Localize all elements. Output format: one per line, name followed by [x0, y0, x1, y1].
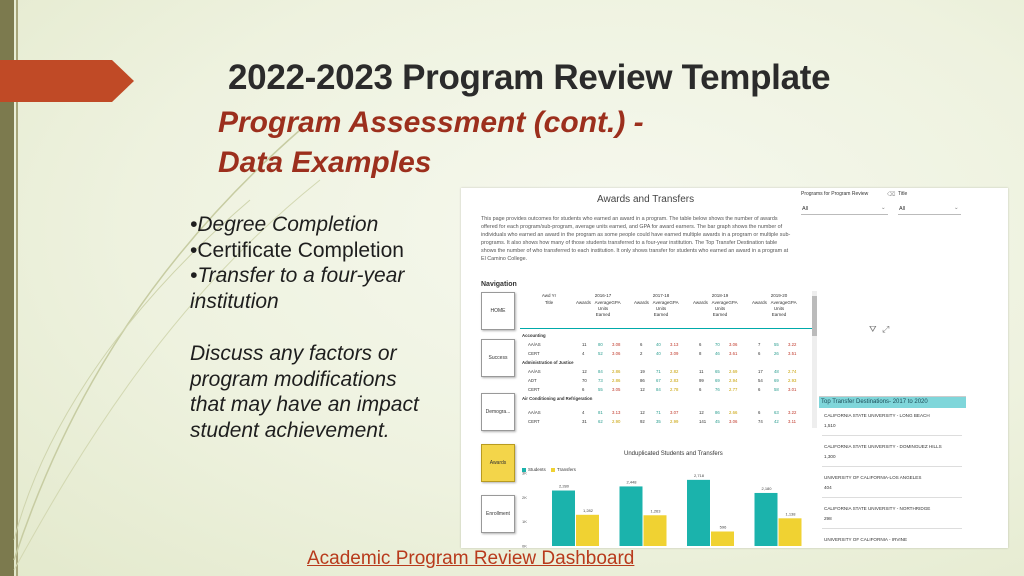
- row-title: AA/AS: [528, 369, 541, 374]
- y-tick-label: 2K: [522, 494, 527, 500]
- bar-value-label: 2,718: [693, 472, 705, 478]
- bar-value-label: 1,263: [650, 508, 661, 514]
- table-cell: 2.83: [670, 378, 679, 383]
- table-cell: 2.99: [670, 419, 679, 424]
- sub-col-header: GPA: [669, 300, 679, 305]
- slide-title: 2022-2023 Program Review Template: [228, 58, 831, 97]
- students-transfers-chart: [520, 443, 816, 548]
- table-cell: 8: [699, 351, 702, 356]
- table-cell: 3.09: [670, 351, 679, 356]
- filter-underline: [898, 214, 961, 215]
- separator: [822, 497, 962, 498]
- slide-subtitle-line2: Data Examples: [218, 146, 432, 179]
- bullet-transfer: •Transfer to a four-year: [190, 264, 405, 287]
- table-cell: 46: [715, 351, 720, 356]
- sub-col-header: Awards: [752, 300, 767, 305]
- transfer-destination-count: 404: [824, 485, 832, 490]
- bar-value-label: 1,282: [582, 507, 594, 513]
- table-cell: 2.74: [788, 369, 797, 374]
- row-title: AA/AS: [528, 410, 541, 415]
- table-cell: 3.05: [612, 387, 621, 392]
- table-cell: 3.13: [612, 410, 621, 415]
- discuss-line: that may have an impact: [190, 393, 419, 416]
- table-cell: 2.94: [729, 378, 738, 383]
- table-cell: 2.93: [788, 378, 797, 383]
- discuss-paragraph: [190, 341, 419, 443]
- table-cell: 3.11: [788, 419, 797, 424]
- bar-students[interactable]: [755, 493, 778, 546]
- table-cell: 17: [758, 369, 763, 374]
- bar-transfers[interactable]: [576, 515, 599, 546]
- table-cell: 70: [715, 342, 720, 347]
- transfer-destination-name: CALIFORNIA STATE UNIVERSITY - DOMINGUEZ HILLS: [824, 444, 942, 449]
- row-title: CERT: [528, 387, 540, 392]
- table-cell: 3.06: [612, 351, 621, 356]
- table-cell: 12: [582, 369, 587, 374]
- bar-transfers[interactable]: [711, 531, 734, 546]
- sub-col-header: Awards: [634, 300, 649, 305]
- table-cell: 2.86: [612, 378, 621, 383]
- col-title: Title: [544, 300, 554, 305]
- table-cell: 2.77: [729, 387, 738, 392]
- legend-transfers: Transfers: [557, 467, 576, 472]
- table-cell: 12: [699, 410, 704, 415]
- transfer-destination-count: 298: [824, 516, 832, 521]
- table-cell: 3.22: [788, 342, 797, 347]
- bar-value-label: 596: [719, 524, 727, 530]
- sub-col-header: Awards: [576, 300, 591, 305]
- transfer-destination-name: CALIFORNIA STATE UNIVERSITY - NORTHRIDGE: [824, 506, 931, 511]
- table-cell: 2.78: [670, 387, 679, 392]
- sub-col-header: GPA: [728, 300, 738, 305]
- bar-students[interactable]: [620, 486, 643, 546]
- table-cell: 69: [715, 378, 720, 383]
- table-row[interactable]: [520, 408, 810, 417]
- transfer-destination-name: UNIVERSITY OF CALIFORNIA - IRVINE: [824, 537, 908, 542]
- filter-programs-label: Programs for Program Review: [801, 191, 869, 197]
- bar-transfers[interactable]: [779, 518, 802, 546]
- separator: [822, 528, 962, 529]
- table-header: [520, 291, 816, 329]
- table-cell: 54: [758, 378, 763, 383]
- table-scrollbar-thumb[interactable]: [812, 296, 817, 336]
- bullet-certificate: •Certificate Completion: [190, 238, 404, 262]
- table-cell: 55: [598, 387, 603, 392]
- table-group-row[interactable]: [520, 331, 810, 340]
- bar-chart-svg: [520, 443, 816, 548]
- table-cell: 86: [715, 410, 720, 415]
- table-cell: 92: [640, 419, 645, 424]
- separator: [822, 466, 962, 467]
- table-cell: 40: [656, 342, 661, 347]
- nav-awards-button[interactable]: Awards: [481, 444, 515, 482]
- transfer-destinations-title: Top Transfer Destinations- 2017 to 2020: [819, 397, 966, 408]
- chart-title: Unduplicated Students and Transfers: [624, 451, 723, 457]
- table-cell: 2.66: [729, 410, 738, 415]
- table-row[interactable]: [520, 385, 810, 394]
- group-label: Air Conditioning and Refrigeration: [522, 396, 593, 401]
- sub-col-header: Average Units Earned: [711, 300, 729, 317]
- table-cell: 3.01: [788, 387, 797, 392]
- table-cell: 3.22: [788, 410, 797, 415]
- filter-programs-select[interactable]: All: [802, 206, 809, 212]
- table-cell: 2.86: [612, 369, 621, 374]
- title-arrow-icon: [0, 60, 134, 102]
- table-cell: 2.90: [612, 419, 621, 424]
- table-cell: 6: [699, 387, 702, 392]
- table-row[interactable]: [520, 376, 810, 385]
- table-row[interactable]: [520, 417, 810, 426]
- bar-value-label: 2,280: [558, 483, 570, 489]
- table-cell: 31: [582, 419, 587, 424]
- nav-home-button[interactable]: HOME: [481, 292, 515, 330]
- table-row[interactable]: [520, 349, 810, 358]
- legend-students: Students: [528, 467, 546, 472]
- table-cell: 52: [598, 351, 603, 356]
- table-cell: 2: [640, 351, 643, 356]
- table-cell: 6: [758, 410, 761, 415]
- transfer-destination-count: 1,300: [824, 454, 836, 459]
- table-cell: 4: [582, 410, 585, 415]
- table-cell: 67: [656, 378, 661, 383]
- year-header: 2016-17: [594, 293, 612, 298]
- nav-demographics-button[interactable]: Demogra...: [481, 393, 515, 431]
- dashboard-link[interactable]: Academic Program Review Dashboard: [307, 548, 635, 569]
- table-cell: 3.08: [612, 342, 621, 347]
- table-cell: 65: [715, 369, 720, 374]
- table-cell: 12: [640, 387, 645, 392]
- sub-col-header: GPA: [787, 300, 797, 305]
- bar-transfers[interactable]: [644, 515, 667, 546]
- table-cell: 70: [582, 378, 587, 383]
- filter-title-label: Title: [898, 191, 908, 197]
- table-cell: 4: [582, 351, 585, 356]
- table-cell: 74: [758, 419, 763, 424]
- year-header: 2017-18: [652, 293, 670, 298]
- nav-success-button[interactable]: Success: [481, 339, 515, 377]
- bar-value-label: 2,180: [761, 485, 772, 491]
- table-cell: 3.06: [729, 342, 738, 347]
- table-cell: 73: [598, 378, 603, 383]
- table-cell: 3.07: [670, 410, 679, 415]
- table-cell: 11: [582, 342, 587, 347]
- nav-enrollment-button[interactable]: Enrollment: [481, 495, 515, 533]
- row-title: AA/AS: [528, 342, 541, 347]
- table-cell: 7: [758, 342, 761, 347]
- bar-students[interactable]: [687, 480, 710, 546]
- table-cell: 141: [699, 419, 707, 424]
- filter-title-select[interactable]: All: [899, 206, 906, 212]
- sub-col-header: Average Units Earned: [770, 300, 788, 317]
- table-cell: 45: [715, 419, 720, 424]
- filter-underline: [801, 214, 888, 215]
- discuss-line: program modifications: [190, 367, 397, 391]
- table-cell: 6: [640, 342, 643, 347]
- dashboard-screenshot: [461, 188, 1008, 548]
- table-group-row[interactable]: [520, 358, 810, 367]
- table-cell: 2.69: [729, 369, 738, 374]
- table-cell: 40: [656, 351, 661, 356]
- sub-col-header: Average Units Earned: [594, 300, 612, 317]
- bar-value-label: 1,138: [785, 511, 796, 517]
- filter-icon[interactable]: ⛛: [869, 324, 877, 334]
- dashboard-title: Awards and Transfers: [597, 194, 695, 205]
- row-title: CERT: [528, 419, 540, 424]
- table-cell: 26: [774, 351, 779, 356]
- separator: [822, 435, 962, 436]
- side-icons: [869, 324, 889, 335]
- table-cell: 12: [640, 410, 645, 415]
- table-cell: 71: [656, 410, 661, 415]
- table-cell: 6: [758, 351, 761, 356]
- table-cell: 42: [774, 419, 779, 424]
- awards-table: [520, 291, 816, 428]
- table-cell: 81: [598, 410, 603, 415]
- navigation-title: Navigation: [481, 281, 517, 288]
- bar-value-label: 2,448: [626, 479, 637, 485]
- table-cell: 6: [699, 342, 702, 347]
- transfer-destination-name: UNIVERSITY OF CALIFORNIA-LOS ANGELES: [824, 475, 922, 480]
- table-cell: 19: [640, 369, 645, 374]
- discuss-line: student achievement.: [190, 418, 390, 442]
- sub-col-header: Average Units Earned: [652, 300, 670, 317]
- table-cell: 84: [598, 369, 603, 374]
- sub-col-header: Awards: [693, 300, 708, 305]
- table-cell: 3.13: [670, 342, 679, 347]
- transfer-destination-name: CALIFORNIA STATE UNIVERSITY - LONG BEACH: [824, 413, 930, 418]
- table-cell: 71: [656, 369, 661, 374]
- y-tick-label: 0K: [522, 543, 527, 548]
- table-row[interactable]: [520, 367, 810, 376]
- year-header: 2019-20: [770, 293, 788, 298]
- chevron-down-icon[interactable]: ⌄: [881, 205, 886, 211]
- bullet-transfer-cont: institution: [190, 289, 279, 313]
- table-cell: 55: [774, 342, 779, 347]
- table-cell: 48: [774, 369, 779, 374]
- slide-subtitle-line1: Program Assessment (cont.) -: [218, 106, 644, 139]
- table-cell: 63: [774, 410, 779, 415]
- col-award-year: Awd Yr: [541, 293, 557, 298]
- table-cell: 6: [582, 387, 585, 392]
- expand-icon[interactable]: ⤢: [882, 324, 890, 334]
- chevron-down-icon[interactable]: ⌄: [954, 205, 959, 211]
- eraser-icon[interactable]: ⌫: [887, 192, 896, 198]
- dashboard-description: This page provides outcomes for students who earned an award in a program. The table below shows the number of awards offered for each program/sub-program, average units earned, and GPA for award earners. The bar graph shows the number of individuals who earned an award in the program as some people could have earned multiple awards in a program or multiple sub-programs. It also shows how many of those students transferred to a four-year institution. The Top Transfer Destination table shows the number of who transferred to each institution. It only shows transfer for students who earned an award in a program at El Camino College.: [481, 216, 791, 262]
- group-label: Accounting: [522, 333, 546, 338]
- table-group-row[interactable]: [520, 394, 810, 403]
- table-cell: 11: [699, 369, 704, 374]
- discuss-line: Discuss any factors or: [190, 342, 397, 365]
- row-title: CERT: [528, 351, 540, 356]
- bar-students[interactable]: [552, 491, 575, 546]
- transfer-destination-count: 1,510: [824, 423, 836, 428]
- table-row[interactable]: [520, 340, 810, 349]
- sub-col-header: GPA: [611, 300, 621, 305]
- transfer-destinations-table: [819, 396, 966, 548]
- table-cell: 99: [699, 378, 704, 383]
- table-cell: 3.51: [788, 351, 797, 356]
- table-cell: 76: [715, 387, 720, 392]
- table-cell: 80: [598, 342, 603, 347]
- group-label: Administration of Justice: [522, 360, 574, 365]
- table-cell: 69: [774, 378, 779, 383]
- table-cell: 62: [598, 419, 603, 424]
- table-cell: 3.61: [729, 351, 738, 356]
- year-header: 2018-19: [711, 293, 729, 298]
- table-cell: 84: [656, 387, 661, 392]
- table-cell: 2.82: [670, 369, 679, 374]
- table-cell: 6: [758, 387, 761, 392]
- row-title: ADT: [528, 378, 537, 383]
- y-tick-label: 3K: [522, 470, 527, 476]
- table-cell: 58: [774, 387, 779, 392]
- bullet-list: [190, 212, 404, 314]
- table-cell: 3.06: [729, 419, 738, 424]
- bullet-degree: •Degree Completion: [190, 213, 379, 236]
- table-cell: 86: [640, 378, 645, 383]
- y-tick-label: 1K: [522, 519, 527, 525]
- table-cell: 35: [656, 419, 661, 424]
